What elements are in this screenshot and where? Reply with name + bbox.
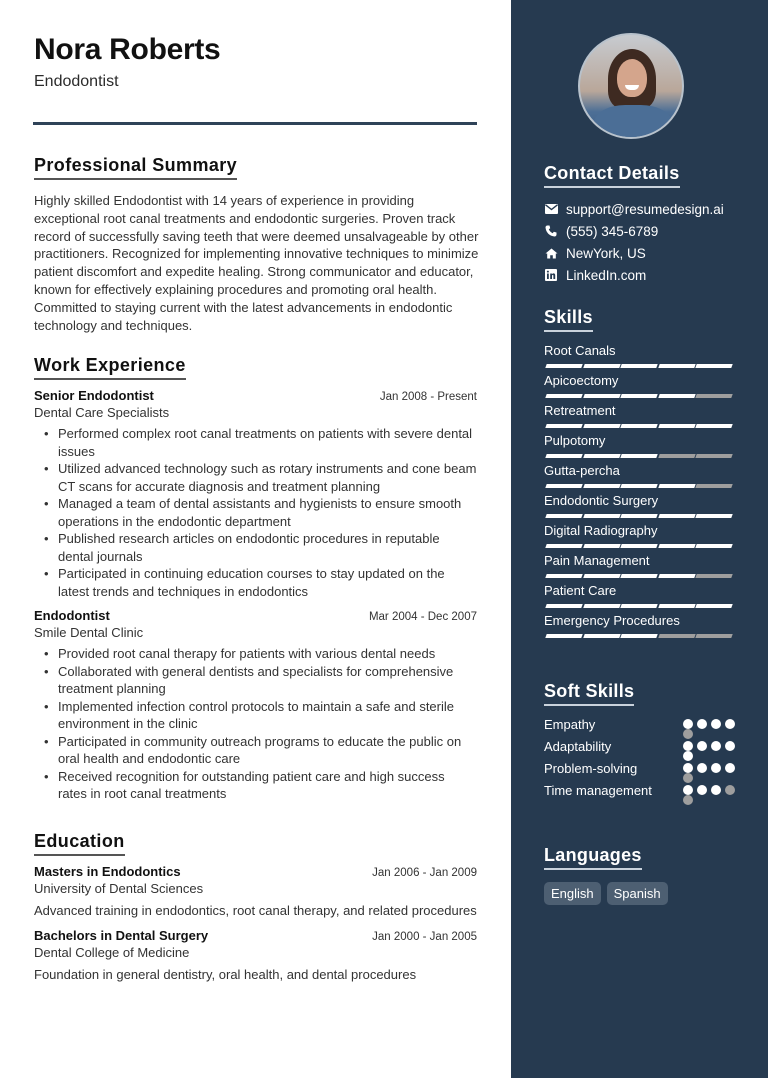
skill-level-segment — [695, 394, 732, 398]
skill-item — [544, 612, 739, 638]
soft-skills-heading: Soft Skills — [544, 681, 634, 706]
candidate-title: Endodontist — [34, 73, 119, 90]
skill-level-bar — [544, 484, 739, 488]
education-entry — [34, 864, 477, 920]
skill-level-segment — [583, 544, 620, 548]
skill-level-bar — [544, 394, 739, 398]
soft-skill-item — [544, 760, 739, 782]
language-chip: English — [544, 882, 601, 905]
skill-level-segment — [695, 364, 732, 368]
rating-dot — [697, 785, 707, 795]
skill-name: Pulpotomy — [544, 433, 606, 448]
skill-level-segment — [695, 574, 732, 578]
contact-linkedin-text: LinkedIn.com — [566, 267, 647, 283]
skill-level-segment — [658, 424, 695, 428]
skill-level-segment — [545, 364, 582, 368]
soft-skill-rating — [683, 741, 739, 751]
language-chip: Spanish — [607, 882, 668, 905]
photo-face — [617, 59, 647, 97]
skill-item — [544, 462, 739, 488]
degree-description: Advanced training in endodontics, root canal therapy, and related procedures — [34, 903, 477, 918]
degree-date: Jan 2006 - Jan 2009 — [372, 867, 477, 879]
skill-level-segment — [620, 574, 657, 578]
skill-level-segment — [583, 424, 620, 428]
languages-list — [544, 882, 739, 905]
rating-dot — [725, 719, 735, 729]
rating-dot — [725, 741, 735, 751]
skill-level-bar — [544, 514, 739, 518]
skill-level-segment — [658, 484, 695, 488]
skill-level-segment — [545, 514, 582, 518]
skill-level-segment — [695, 484, 732, 488]
skill-level-segment — [545, 634, 582, 638]
rating-dot — [697, 719, 707, 729]
degree-date: Jan 2000 - Jan 2005 — [372, 930, 477, 943]
rating-dot — [683, 741, 693, 751]
skill-level-segment — [583, 574, 620, 578]
skill-level-segment — [620, 544, 657, 548]
contact-linkedin[interactable] — [544, 264, 744, 286]
contact-location-text: NewYork, US — [566, 245, 646, 261]
bullet-item: • Published research articles on endodontic procedures in reputable dental journals — [42, 530, 477, 565]
skill-name: Digital Radiography — [544, 523, 658, 538]
degree-title: Bachelors in Dental Surgery — [34, 927, 209, 943]
header-divider — [33, 122, 477, 125]
rating-dot — [725, 763, 735, 773]
skill-level-segment — [658, 604, 695, 608]
work-experience-section — [34, 355, 477, 803]
rating-dot — [683, 785, 693, 795]
soft-skill-rating — [683, 719, 739, 729]
job-company: Dental Care Specialists — [34, 405, 170, 420]
photo-body — [594, 105, 672, 139]
skill-level-segment — [545, 604, 582, 608]
skill-level-segment — [658, 514, 695, 518]
bullet-item: • Utilized advanced technology such as rotary instruments and cone beam CT scans for accurate diagnosis and treatment planning — [42, 460, 477, 495]
soft-skill-item — [544, 738, 739, 760]
job-date: Mar 2004 - Dec 2007 — [368, 611, 477, 623]
job-entry — [34, 388, 477, 600]
job-title: Senior Endodontist — [34, 388, 154, 403]
skill-item — [544, 342, 739, 368]
skill-item — [544, 552, 739, 578]
contact-location — [544, 242, 744, 264]
bullet-item: • Implemented infection control protocols to maintain a safe and sterile environment in the clinic — [42, 698, 477, 733]
rating-dot — [697, 763, 707, 773]
skill-level-segment — [583, 454, 620, 458]
skill-level-segment — [620, 604, 657, 608]
skills-heading: Skills — [544, 307, 593, 332]
phone-icon — [544, 224, 558, 238]
skill-level-bar — [544, 574, 739, 578]
rating-dot — [711, 719, 721, 729]
work-heading: Work Experience — [34, 355, 186, 380]
skill-level-segment — [658, 574, 695, 578]
contact-heading: Contact Details — [544, 163, 680, 188]
rating-dot — [683, 795, 693, 805]
skill-name: Endodontic Surgery — [544, 493, 659, 508]
skill-level-bar — [544, 364, 739, 368]
rating-dot — [711, 763, 721, 773]
skill-level-bar — [544, 454, 739, 458]
job-bullets — [34, 645, 477, 803]
degree-title: Masters in Endodontics — [34, 864, 181, 879]
skill-level-segment — [620, 364, 657, 368]
summary-heading: Professional Summary — [34, 155, 237, 180]
rating-dot — [697, 741, 707, 751]
skill-level-segment — [583, 604, 620, 608]
skill-item — [544, 492, 739, 518]
bullet-item: • Participated in community outreach programs to educate the public on oral health and endodontic care — [42, 733, 477, 768]
skill-level-segment — [658, 364, 695, 368]
skill-level-segment — [620, 514, 657, 518]
skill-level-segment — [545, 394, 582, 398]
contact-email[interactable] — [544, 198, 744, 220]
skill-level-bar — [544, 604, 739, 608]
skill-level-segment — [583, 394, 620, 398]
skill-name: Retreatment — [544, 403, 616, 418]
contact-phone-text: (555) 345-6789 — [566, 223, 659, 239]
job-company: Smile Dental Clinic — [34, 625, 144, 640]
soft-skill-name: Time management — [544, 783, 652, 798]
rating-dot — [683, 719, 693, 729]
skill-level-segment — [658, 394, 695, 398]
bullet-item: • Performed complex root canal treatments on patients with severe dental issues — [42, 425, 477, 460]
soft-skill-name: Problem-solving — [544, 761, 638, 776]
skills-list — [544, 342, 739, 638]
skill-level-segment — [695, 604, 732, 608]
degree-description: Foundation in general dentistry, oral health, and dental procedures — [34, 966, 417, 982]
skill-level-bar — [544, 424, 739, 428]
contact-phone[interactable] — [544, 220, 744, 242]
skill-level-segment — [545, 484, 582, 488]
skill-item — [544, 432, 739, 458]
profile-photo — [578, 33, 684, 139]
skill-level-segment — [583, 364, 620, 368]
skill-item — [544, 522, 739, 548]
job-entry — [34, 608, 477, 803]
skill-level-segment — [583, 634, 620, 638]
skill-item — [544, 372, 739, 398]
bullet-item: • Collaborated with general dentists and specialists for comprehensive treatment planning — [42, 663, 477, 698]
rating-dot — [683, 763, 693, 773]
skill-level-segment — [620, 454, 657, 458]
soft-skill-rating — [683, 763, 739, 773]
skill-name: Root Canals — [544, 343, 616, 358]
skill-level-segment — [695, 424, 732, 428]
soft-skill-name: Adaptability — [544, 739, 612, 754]
contact-section — [544, 163, 744, 286]
skill-level-segment — [695, 454, 732, 458]
rating-dot — [725, 785, 735, 795]
education-section — [34, 831, 477, 983]
skill-level-bar — [544, 544, 739, 548]
soft-skill-item — [544, 716, 739, 738]
job-title: Endodontist — [34, 608, 110, 623]
soft-skills-list — [544, 716, 739, 804]
skill-level-segment — [620, 394, 657, 398]
job-date: Jan 2008 - Present — [379, 391, 477, 403]
skill-item — [544, 582, 739, 608]
bullet-item: • Managed a team of dental assistants and hygienists to ensure smooth operations in the endodontic department — [42, 495, 477, 530]
languages-heading: Languages — [544, 845, 642, 870]
skill-level-segment — [620, 484, 657, 488]
skill-name: Pain Management — [544, 553, 650, 568]
soft-skill-name: Empathy — [544, 717, 596, 732]
job-bullets — [34, 425, 477, 600]
skill-level-segment — [545, 424, 582, 428]
bullet-item: • Participated in continuing education courses to stay updated on the latest trends and techniques in endodontics — [42, 565, 477, 600]
skill-level-segment — [658, 544, 695, 548]
skill-level-segment — [695, 634, 732, 638]
school-name: University of Dental Sciences — [34, 881, 204, 896]
skill-level-segment — [545, 544, 582, 548]
skill-level-segment — [583, 514, 620, 518]
soft-skill-item — [544, 782, 739, 804]
linkedin-icon — [544, 268, 558, 282]
skill-level-segment — [658, 634, 695, 638]
contact-email-text: support@resumedesign.ai — [566, 201, 724, 217]
rating-dot — [711, 785, 721, 795]
education-entry — [34, 928, 477, 984]
candidate-name: Nora Roberts — [34, 33, 221, 66]
skill-name: Apicoectomy — [544, 373, 619, 388]
skills-section — [544, 307, 739, 638]
skill-name: Emergency Procedures — [544, 613, 680, 628]
skill-level-segment — [695, 514, 732, 518]
skill-level-bar — [544, 634, 739, 638]
skill-level-segment — [658, 454, 695, 458]
languages-section — [544, 845, 739, 905]
skill-level-segment — [583, 484, 620, 488]
skill-level-segment — [695, 544, 732, 548]
skill-level-segment — [620, 634, 657, 638]
summary-section — [34, 155, 479, 334]
home-icon — [544, 246, 558, 260]
summary-text: Highly skilled Endodontist with 14 years of experience in providing exceptional root canal treatments and endodontic surgeries. Proven track record of successfully saving teeth that were deemed unsalvageable by other practitioners. Recognized for implementing innovative techniques to minimize patient discomfort and expedite healing. Strong communicator and educator, known for effectively explaining procedures and promoting oral health. Committed to staying current with the latest advancements in endodontic technology and techniques. — [34, 193, 479, 333]
envelope-icon — [544, 202, 558, 216]
education-heading: Education — [34, 831, 125, 856]
soft-skill-rating — [683, 785, 739, 795]
bullet-item: • Provided root canal therapy for patients with various dental needs — [42, 645, 477, 663]
skill-level-segment — [545, 574, 582, 578]
skill-name: Gutta-percha — [544, 463, 620, 478]
skill-name: Patient Care — [544, 583, 617, 598]
skill-item — [544, 402, 739, 428]
rating-dot — [711, 741, 721, 751]
school-name: Dental College of Medicine — [34, 944, 190, 960]
skill-level-segment — [545, 454, 582, 458]
skill-level-segment — [620, 424, 657, 428]
bullet-item: • Received recognition for outstanding patient care and high success rates in root canal treatments — [42, 768, 477, 803]
soft-skills-section — [544, 681, 739, 804]
